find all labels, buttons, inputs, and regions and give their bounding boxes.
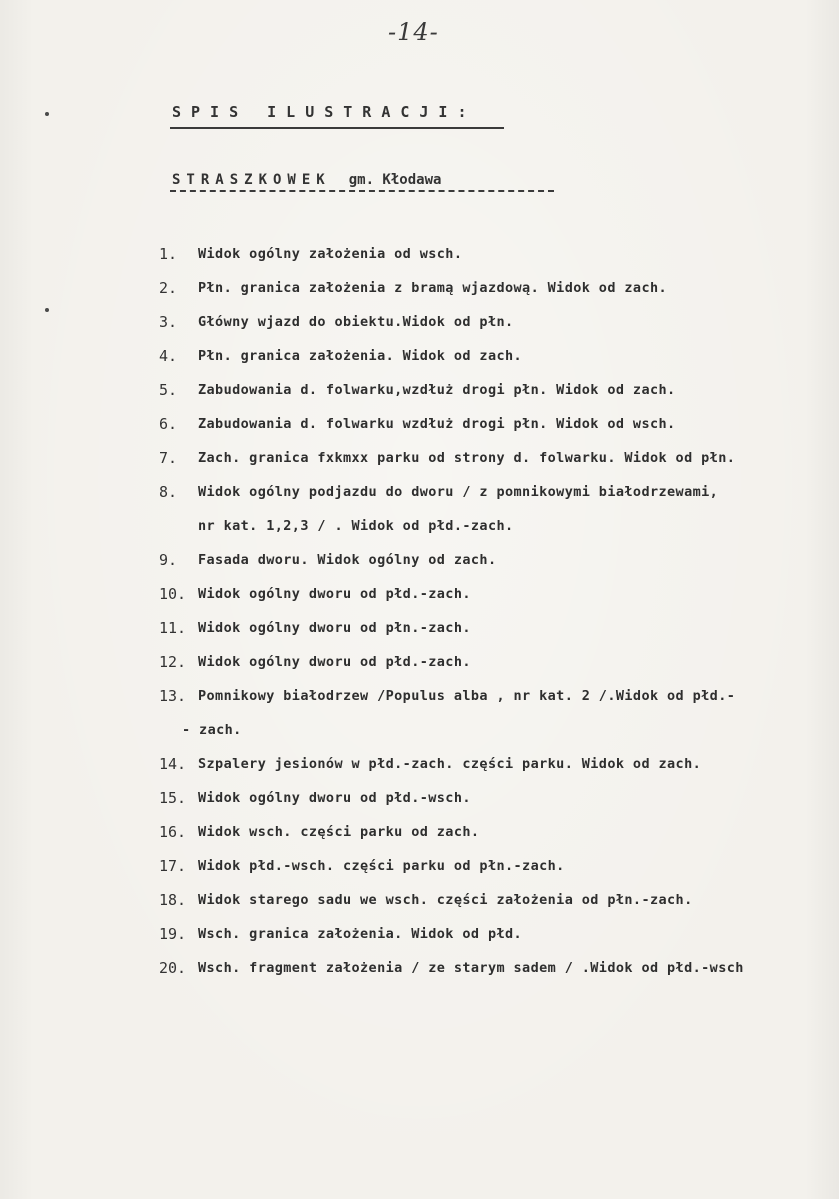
list-item	[0, 849, 839, 883]
binder-hole-mark	[45, 112, 49, 116]
place-name: STRASZKOWEK	[172, 172, 331, 188]
item-text: Widok ogólny dworu od płn.-zach.	[198, 620, 471, 636]
item-number: 3.	[159, 313, 178, 331]
item-number: 12.	[159, 653, 187, 671]
list-heading: SPIS ILUSTRACJI:	[172, 103, 477, 121]
heading-underline	[170, 127, 504, 129]
item-text: Widok ogólny podjazdu do dworu / z pomnikowymi białodrzewami,	[198, 484, 719, 500]
page-number: -14-	[388, 18, 439, 46]
illustrations-list	[0, 237, 839, 985]
list-item	[0, 951, 839, 985]
item-number: 2.	[159, 279, 178, 297]
list-item	[0, 679, 839, 747]
list-item	[0, 543, 839, 577]
item-number: 7.	[159, 449, 178, 467]
item-text-continued: - zach.	[182, 722, 242, 738]
item-text: Widok ogólny dworu od płd.-zach.	[198, 654, 471, 670]
item-text: Widok ogólny założenia od wsch.	[198, 246, 463, 262]
item-number: 13.	[159, 687, 187, 705]
commune-name: gm. Kłodawa	[348, 172, 442, 188]
item-text: Główny wjazd do obiektu.Widok od płn.	[198, 314, 514, 330]
item-number: 8.	[159, 483, 178, 501]
item-number: 5.	[159, 381, 178, 399]
item-text: Płn. granica założenia. Widok od zach.	[198, 348, 523, 364]
item-number: 16.	[159, 823, 187, 841]
item-text: Widok wsch. części parku od zach.	[198, 824, 480, 840]
item-number: 15.	[159, 789, 187, 807]
item-text: Fasada dworu. Widok ogólny od zach.	[198, 552, 497, 568]
item-number: 9.	[159, 551, 178, 569]
list-item	[0, 577, 839, 611]
item-number: 19.	[159, 925, 187, 943]
item-number: 17.	[159, 857, 187, 875]
list-item	[0, 373, 839, 407]
item-number: 1.	[159, 245, 178, 263]
item-number: 14.	[159, 755, 187, 773]
item-number: 18.	[159, 891, 187, 909]
list-item	[0, 441, 839, 475]
item-number: 6.	[159, 415, 178, 433]
item-text: Pomnikowy białodrzew /Populus alba , nr kat. 2 /.Widok od płd.-	[198, 688, 736, 704]
list-item	[0, 883, 839, 917]
item-text: Zach. granica fxkmxx parku od strony d. folwarku. Widok od płn.	[198, 450, 736, 466]
item-text: Wsch. fragment założenia / ze starym sadem / .Widok od płd.-wsch	[198, 960, 744, 976]
list-item	[0, 271, 839, 305]
item-number: 4.	[159, 347, 178, 365]
list-item	[0, 645, 839, 679]
item-number: 20.	[159, 959, 187, 977]
list-item	[0, 815, 839, 849]
list-item	[0, 237, 839, 271]
item-text: Widok płd.-wsch. części parku od płn.-zach.	[198, 858, 565, 874]
list-item	[0, 781, 839, 815]
list-item	[0, 339, 839, 373]
list-item	[0, 475, 839, 543]
item-number: 10.	[159, 585, 187, 603]
item-text: Szpalery jesionów w płd.-zach. części parku. Widok od zach.	[198, 756, 702, 772]
list-item	[0, 305, 839, 339]
item-text-continued: nr kat. 1,2,3 / . Widok od płd.-zach.	[198, 518, 514, 534]
list-item	[0, 611, 839, 645]
item-text: Widok ogólny dworu od płd.-zach.	[198, 586, 471, 602]
item-text: Wsch. granica założenia. Widok od płd.	[198, 926, 523, 942]
location-line	[172, 172, 441, 188]
item-text: Płn. granica założenia z bramą wjazdową. Widok od zach.	[198, 280, 668, 296]
item-text: Widok ogólny dworu od płd.-wsch.	[198, 790, 471, 806]
item-number: 11.	[159, 619, 187, 637]
list-item	[0, 407, 839, 441]
list-item	[0, 747, 839, 781]
list-item	[0, 917, 839, 951]
item-text: Zabudowania d. folwarku,wzdłuż drogi płn. Widok od zach.	[198, 382, 676, 398]
item-text: Widok starego sadu we wsch. części założenia od płn.-zach.	[198, 892, 693, 908]
location-underline	[170, 190, 554, 192]
item-text: Zabudowania d. folwarku wzdłuż drogi płn. Widok od wsch.	[198, 416, 676, 432]
